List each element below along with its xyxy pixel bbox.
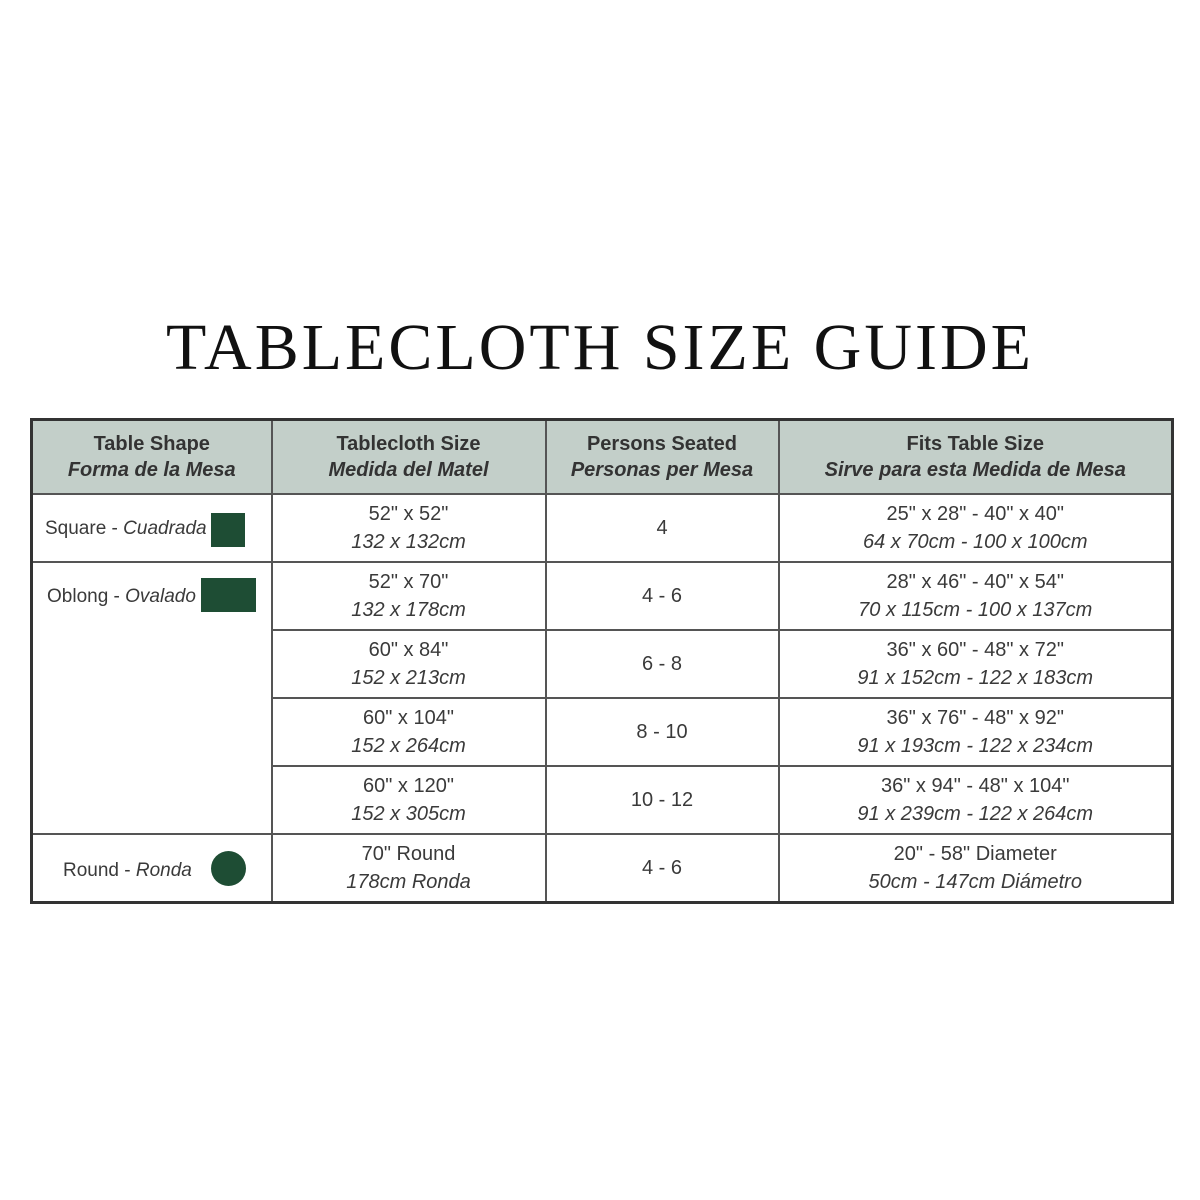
tablecloth-size-cell [272, 630, 546, 698]
fits-table-size-cell [779, 562, 1173, 630]
size-in: 70" Round [361, 843, 456, 865]
fits-table-size-cell [779, 494, 1173, 562]
tablecloth-size-cell [272, 494, 546, 562]
fits-cm: 91 x 193cm - 122 x 234cm [857, 735, 1094, 757]
fits-cm: 91 x 239cm - 122 x 264cm [857, 803, 1094, 825]
fits-table-size-cell [779, 766, 1173, 834]
header-fits-table-size [779, 420, 1173, 495]
fits-table-size-cell [779, 834, 1173, 903]
fits-cm: 64 x 70cm - 100 x 100cm [862, 531, 1088, 553]
oblong-swatch-icon [201, 578, 256, 612]
shape-name-es: Cuadrada [123, 518, 207, 539]
header-es: Forma de la Mesa [67, 459, 236, 481]
page-title: TABLECLOTH SIZE GUIDE [166, 311, 1034, 384]
header-en: Tablecloth Size [336, 433, 481, 455]
persons-seated-cell: 8 - 10 [546, 698, 779, 766]
header-persons-seated [546, 420, 779, 495]
header-es: Personas per Mesa [570, 459, 754, 481]
fits-in: 36" x 76" - 48" x 92" [886, 707, 1064, 729]
header-tablecloth-size [272, 420, 546, 495]
header-es: Sirve para esta Medida de Mesa [824, 459, 1126, 481]
fits-cm: 50cm - 147cm Diámetro [868, 871, 1082, 893]
fits-in: 28" x 46" - 40" x 54" [886, 571, 1064, 593]
persons-seated-cell: 4 [546, 494, 779, 562]
size-in: 52" x 70" [368, 571, 449, 593]
shape-name-es: Ovalado [125, 586, 196, 607]
round-swatch-icon [211, 851, 246, 886]
persons-seated-cell: 10 - 12 [546, 766, 779, 834]
fits-cm: 91 x 152cm - 122 x 183cm [857, 667, 1094, 689]
tablecloth-size-cell [272, 834, 546, 903]
fits-in: 36" x 60" - 48" x 72" [886, 639, 1064, 661]
table-row [32, 834, 1173, 903]
persons-seated-cell: 4 - 6 [546, 834, 779, 903]
fits-cm: 70 x 115cm - 100 x 137cm [858, 599, 1093, 621]
shape-label-square [45, 515, 207, 543]
shape-name-en: Round - [63, 860, 136, 881]
fits-table-size-cell [779, 698, 1173, 766]
shape-name-en: Oblong - [47, 586, 126, 607]
persons-seated-cell: 6 - 8 [546, 630, 779, 698]
fits-in: 25" x 28" - 40" x 40" [886, 503, 1064, 525]
header-en: Table Shape [93, 433, 210, 455]
tablecloth-size-cell [272, 562, 546, 630]
header-en: Persons Seated [586, 433, 738, 455]
size-in: 60" x 104" [363, 707, 454, 729]
size-in: 60" x 120" [363, 775, 454, 797]
shape-cell-square [32, 494, 272, 562]
square-swatch-icon [211, 513, 245, 547]
header-row [32, 420, 1173, 495]
fits-in: 36" x 94" - 48" x 104" [880, 775, 1070, 797]
size-in: 60" x 84" [368, 639, 449, 661]
fits-table-size-cell [779, 630, 1173, 698]
shape-cell-round [32, 834, 272, 903]
fits-in: 20" - 58" Diameter [893, 843, 1057, 865]
shape-label-round [63, 857, 192, 885]
header-table-shape [32, 420, 272, 495]
shape-cell-oblong [32, 562, 272, 834]
size-cm: 132 x 178cm [351, 599, 466, 621]
table-row [32, 494, 1173, 562]
size-cm: 152 x 213cm [351, 667, 466, 689]
size-guide-table [30, 418, 1174, 904]
size-in: 52" x 52" [368, 503, 449, 525]
table-row [32, 562, 1173, 630]
header-es: Medida del Matel [328, 459, 489, 481]
size-cm: 178cm Ronda [346, 871, 471, 893]
size-cm: 152 x 264cm [351, 735, 466, 757]
tablecloth-size-cell [272, 698, 546, 766]
size-cm: 132 x 132cm [351, 531, 466, 553]
shape-label-oblong [47, 583, 196, 611]
header-en: Fits Table Size [906, 433, 1044, 455]
tablecloth-size-cell [272, 766, 546, 834]
shape-name-es: Ronda [135, 860, 192, 881]
persons-seated-cell: 4 - 6 [546, 562, 779, 630]
shape-name-en: Square - [45, 518, 124, 539]
size-cm: 152 x 305cm [351, 803, 466, 825]
